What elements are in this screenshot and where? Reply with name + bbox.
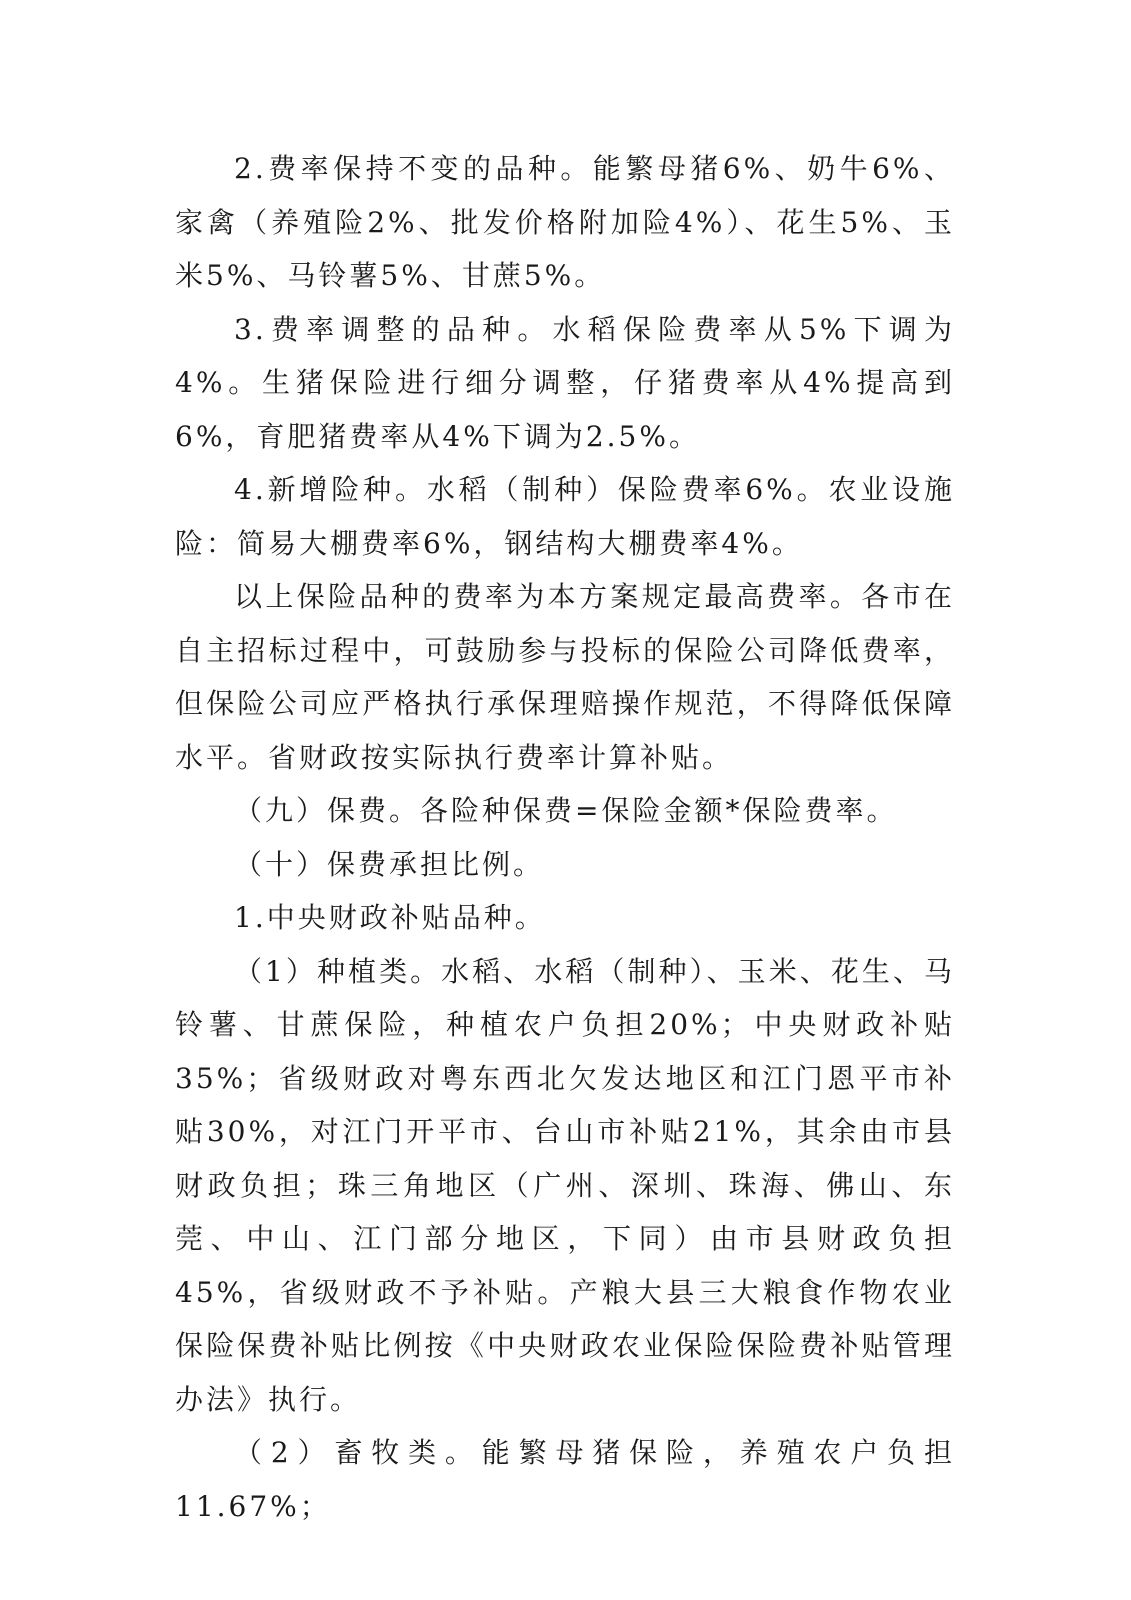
paragraph-premium-share-heading: （十）保费承担比例。 xyxy=(234,847,545,881)
paragraph-livestock-category: （2）畜牧类。能繁母猪保险，养殖农户负担11.67%； xyxy=(175,1436,955,1523)
document-body xyxy=(175,142,955,1533)
paragraph-fixed-rate-varieties: 2.费率保持不变的品种。能繁母猪6%、奶牛6%、家禽（养殖险2%、批发价格附加险4%）、花生5%、玉米5%、马铃薯5%、甘蔗5%。 xyxy=(175,152,955,292)
paragraph-max-rate-note: 以上保险品种的费率为本方案规定最高费率。各市在自主招标过程中，可鼓励参与投标的保险公司降低费率，但保险公司应严格执行承保理赔操作规范，不得降低保障水平。省财政按实际执行费率计算补贴。 xyxy=(175,580,955,774)
paragraph-central-subsidy-heading: 1.中央财政补贴品种。 xyxy=(234,901,546,934)
paragraph-premium-formula: （九）保费。各险种保费=保险金额*保险费率。 xyxy=(234,794,898,827)
paragraph-adjusted-rate-varieties: 3.费率调整的品种。水稻保险费率从5%下调为4%。生猪保险进行细分调整，仔猪费率从4%提高到6%，育肥猪费率从4%下调为2.5%。 xyxy=(175,312,955,453)
paragraph-new-insurance-types: 4.新增险种。水稻（制种）保险费率6%。农业设施险：简易大棚费率6%，钢结构大棚费率4%。 xyxy=(175,473,955,560)
paragraph-planting-category: （1）种植类。水稻、水稻（制种）、玉米、花生、马铃薯、甘蔗保险，种植农户负担20%；中央财政补贴35%；省级财政对粤东西北欠发达地区和江门恩平市补贴30%，对江门开平市、台山市补贴21%，其余由市县财政负担；珠三角地区（广州、深圳、珠海、佛山、东莞、中山、江门部分地区，下同）由市县财政负担45%，省级财政不予补贴。产粮大县三大粮食作物农业保险保费补贴比例按《中央财政农业保险保险费补贴管理办法》执行。 xyxy=(175,954,955,1416)
